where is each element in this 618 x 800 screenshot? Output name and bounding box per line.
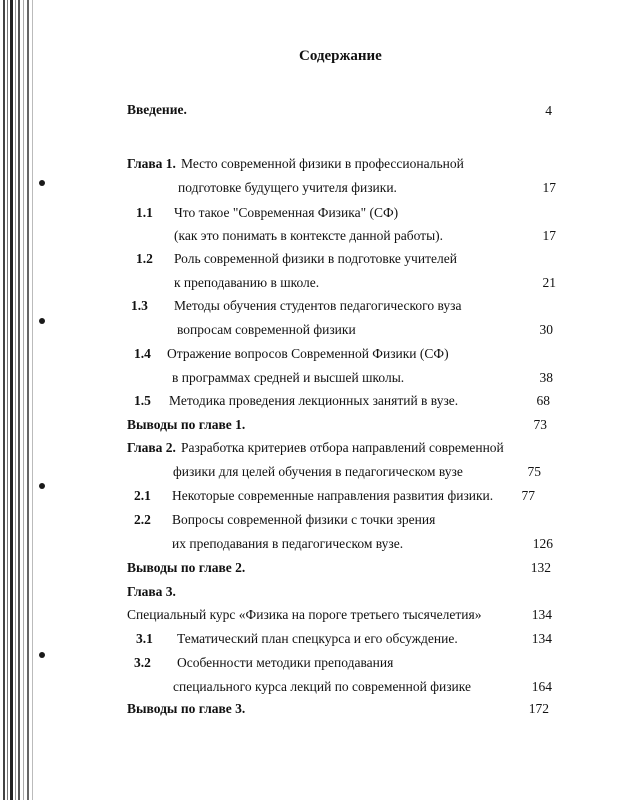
toc-chapter3-course: Специальный курс «Физика на пороге третьего тысячелетия» [127, 607, 482, 622]
toc-section-title-line1: Особенности методики преподавания [177, 655, 394, 670]
toc-section-title-line1: Методы обучения студентов педагогического вуза [174, 298, 462, 313]
toc-section-title-line2: их преподавания в педагогическом вузе. [172, 536, 404, 551]
toc-chapter2-page: 75 [527, 464, 541, 479]
toc-section-title-line2: к преподаванию в школе. [174, 275, 320, 290]
toc-section-number: 1.3 [131, 298, 148, 313]
toc-section-title-line2: вопросам современной физики [177, 322, 356, 337]
toc-intro-page: 4 [545, 103, 552, 118]
toc-section-page: 30 [539, 322, 553, 337]
toc-chapter2-title-line2: физики для целей обучения в педагогическом вузе [173, 464, 463, 479]
toc-section-page: 77 [521, 488, 535, 503]
toc-section-title-line1: Отражение вопросов Современной Физики (СФ) [167, 346, 449, 361]
toc-section-title-line2: специального курса лекций по современной физике [173, 679, 471, 694]
toc-conclusion-page: 172 [528, 701, 549, 716]
toc-section-title-line1: Роль современной физики в подготовке учителей [174, 251, 457, 266]
toc-conclusion-label: Выводы по главе 2. [127, 560, 246, 575]
binding-edge [0, 0, 46, 800]
toc-section-page: 38 [539, 370, 553, 385]
toc-chapter2-prefix: Глава 2. [127, 440, 176, 455]
toc-section-number: 1.1 [136, 205, 153, 220]
toc-section-number: 2.1 [134, 488, 151, 503]
toc-section-title-line1: Некоторые современные направления развития физики. [172, 488, 494, 503]
toc-intro-label: Введение. [127, 102, 187, 117]
toc-section-title-line1: Методика проведения лекционных занятий в вузе. [169, 393, 459, 408]
toc-section-page: 164 [531, 679, 552, 694]
toc-section-number: 1.4 [134, 346, 151, 361]
toc-conclusion-label: Выводы по главе 3. [127, 701, 246, 716]
toc-section-title-line1: Тематический план спецкурса и его обсуждение. [177, 631, 458, 646]
toc-section-number: 3.1 [136, 631, 153, 646]
toc-chapter2-title-line1: Разработка критериев отбора направлений современной [181, 440, 504, 455]
toc-section-page: 134 [531, 631, 552, 646]
toc-section-page: 21 [542, 275, 556, 290]
toc-conclusion-page: 73 [533, 417, 547, 432]
toc-conclusion-label: Выводы по главе 1. [127, 417, 246, 432]
punch-hole [39, 180, 45, 186]
punch-hole [39, 652, 45, 658]
toc-section-title-line2: в программах средней и высшей школы. [172, 370, 405, 385]
toc-chapter1-page: 17 [542, 180, 556, 195]
toc-section-number: 1.2 [136, 251, 153, 266]
toc-chapter3-prefix: Глава 3. [127, 584, 176, 599]
toc-section-title-line1: Вопросы современной физики с точки зрения [172, 512, 436, 527]
punch-hole [39, 318, 45, 324]
toc-section-number: 1.5 [134, 393, 151, 408]
toc-conclusion-page: 132 [530, 560, 551, 575]
toc-section-title-line2: (как это понимать в контексте данной работы). [174, 228, 444, 243]
toc-section-number: 3.2 [134, 655, 151, 670]
toc-section-page: 17 [542, 228, 556, 243]
page-title: Содержание [299, 48, 382, 64]
toc-section-number: 2.2 [134, 512, 151, 527]
toc-section-page: 68 [536, 393, 550, 408]
toc-section-page: 126 [532, 536, 553, 551]
toc-chapter1-title-line2: подготовке будущего учителя физики. [178, 180, 397, 195]
toc-section-title-line1: Что такое "Современная Физика" (СФ) [174, 205, 399, 220]
toc-chapter1-prefix: Глава 1. [127, 156, 176, 171]
punch-hole [39, 483, 45, 489]
toc-chapter1-title-line1: Место современной физики в профессиональной [181, 156, 464, 171]
toc-chapter3-page: 134 [531, 607, 552, 622]
